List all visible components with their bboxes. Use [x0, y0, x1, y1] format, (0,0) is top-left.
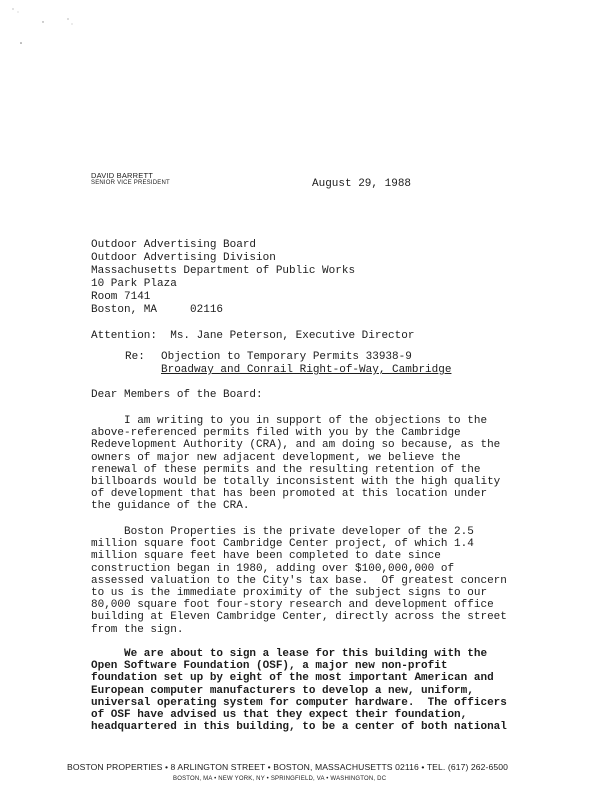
subject-block — [125, 351, 451, 377]
subject-line-2: Broadway and Conrail Right-of-Way, Cambridge — [161, 364, 452, 376]
footer-offices: BOSTON, MA • NEW YORK, NY • SPRINGFIELD, VA • WASHINGTON, DC — [173, 776, 387, 782]
text-line: 80,000 square foot four-story research and development office — [91, 599, 494, 612]
text-line: renewal of these permits and the resulting retention of the — [91, 463, 481, 476]
text-line: headquartered in this building, to be a center of both national — [91, 721, 507, 734]
text-line: universal operating system for computer hardware. The officers — [91, 696, 507, 709]
text-line: Open Software Foundation (OSF), a major new non-profit — [91, 660, 448, 673]
text-line: I am writing to you in support of the objections to the — [91, 415, 488, 427]
re-label: Re: — [125, 351, 145, 363]
recipient-line: Room 7141 — [91, 291, 151, 303]
paragraph-2 — [91, 526, 531, 636]
text-line: of development that has been promoted at this location under — [91, 488, 488, 501]
text-line: million square feet have been completed to date since — [91, 550, 441, 563]
footer-address: BOSTON PROPERTIES • 8 ARLINGTON STREET • BOSTON, MASSACHUSETTS 02116 • TEL. (617) 262-6500 — [67, 762, 509, 772]
recipient-line: Outdoor Advertising Division — [91, 252, 276, 264]
sender-name: DAVID BARRETT — [91, 171, 154, 180]
subject-line-1: Objection to Temporary Permits 33938-9 — [161, 351, 412, 363]
text-line: above-referenced permits filed with you by the Cambridge — [91, 427, 461, 440]
recipient-line: Boston, MA 02116 — [91, 304, 224, 316]
attention-line: Attention: Ms. Jane Peterson, Executive Director — [91, 330, 415, 342]
text-line: building at Eleven Cambridge Center, directly across the street — [91, 611, 507, 624]
recipient-line: Outdoor Advertising Board — [91, 239, 257, 251]
paragraph-3 — [91, 648, 531, 733]
text-line: the guidance of the CRA. — [91, 500, 250, 513]
text-line: Boston Properties is the private developer of the 2.5 — [91, 526, 474, 538]
text-line: Redevelopment Authority (CRA), and am doing so because, as the — [91, 439, 501, 452]
recipient-line: 10 Park Plaza — [91, 278, 177, 290]
text-line: foundation set up by eight of the most important American and — [91, 672, 494, 685]
text-line: of OSF have advised us that they expect their foundation, — [91, 709, 468, 722]
text-line: from the sign. — [91, 623, 184, 636]
text-line: owners of major new adjacent development, we believe the — [91, 451, 461, 464]
text-line: billboards would be totally inconsistent with the high quality — [91, 476, 501, 489]
text-line: We are about to sign a lease for this building with the — [91, 648, 488, 660]
text-line: European computer manufacturers to develop a new, uniform, — [91, 684, 474, 697]
scan-specks — [0, 0, 120, 60]
recipient-address — [91, 239, 355, 317]
text-line: construction began in 1980, adding over $100,000,000 of — [91, 562, 455, 575]
recipient-line: Massachusetts Department of Public Works — [91, 265, 356, 277]
text-line: to us is the immediate proximity of the subject signs to our — [91, 587, 488, 600]
letter-date: August 29, 1988 — [312, 178, 412, 190]
text-line: million square foot Cambridge Center project, of which 1.4 — [91, 538, 474, 551]
salutation: Dear Members of the Board: — [91, 389, 263, 401]
paragraph-1 — [91, 415, 531, 513]
text-line: assessed valuation to the City's tax base. Of greatest concern — [91, 574, 507, 587]
sender-title: SENIOR VICE PRESIDENT — [91, 180, 170, 186]
